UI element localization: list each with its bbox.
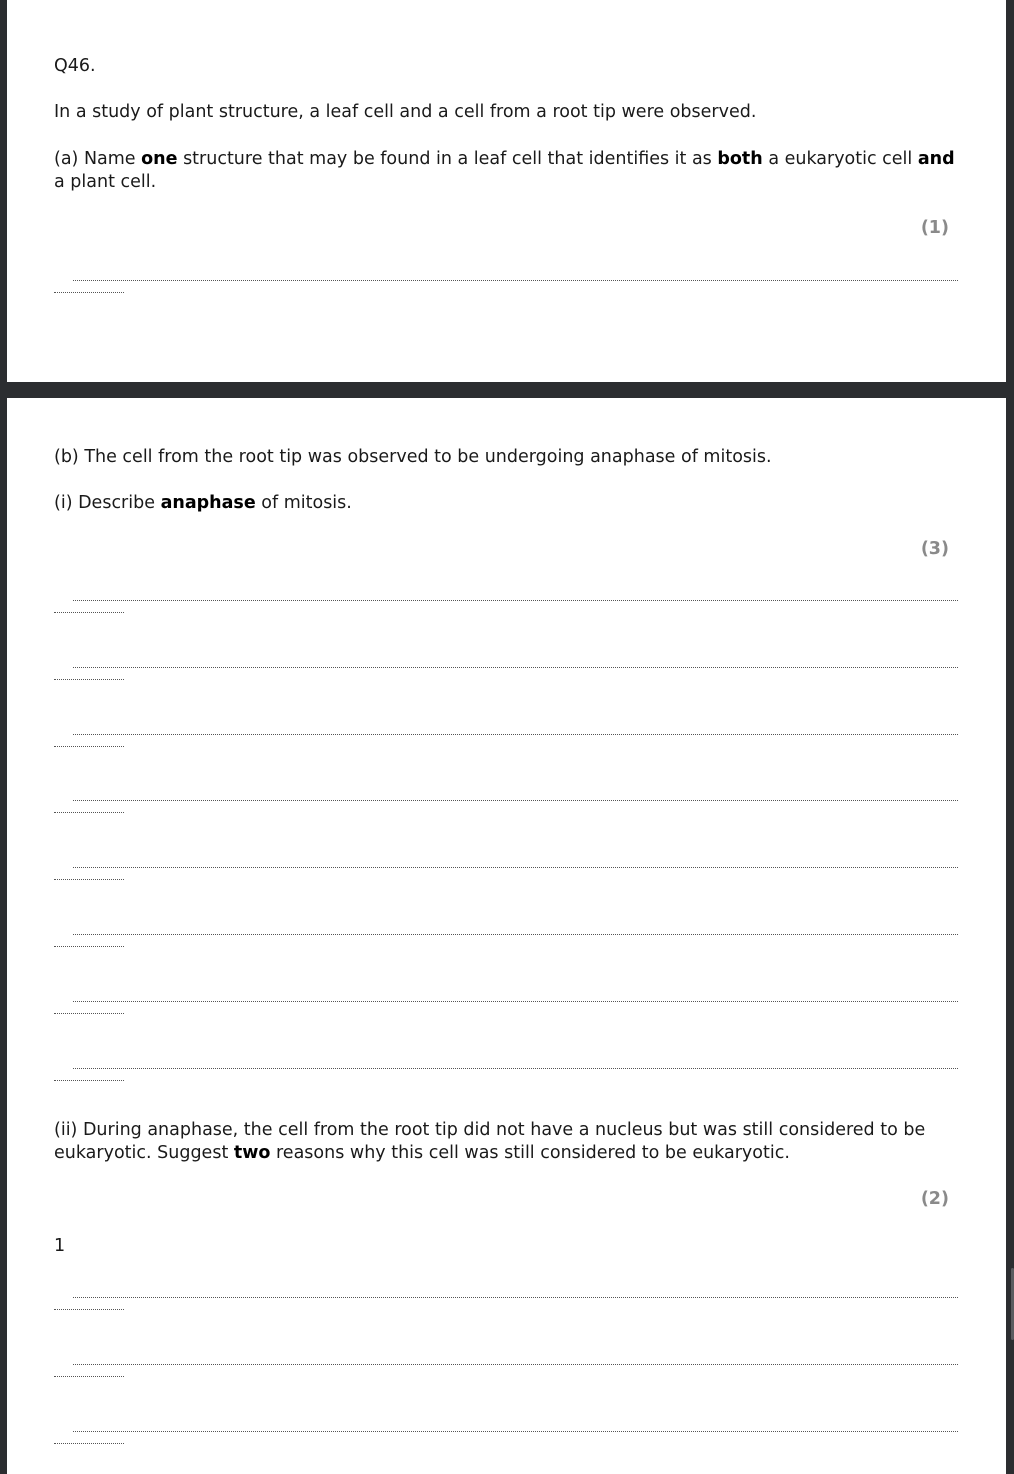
emphasis-anaphase: anaphase [160,493,256,513]
question-number: Q46. [54,56,96,76]
part-bi-answer-line-7[interactable] [54,1001,958,1015]
emphasis-one: one [141,149,178,169]
part-a-marks: (1) [920,218,949,238]
part-a-answer-line-1[interactable] [54,280,958,294]
part-bi-answer-line-2[interactable] [54,667,958,681]
question-intro: In a study of plant structure, a leaf cell and a cell from a root tip were observed. [54,102,757,122]
part-bi-answer-line-1[interactable] [54,600,958,614]
worksheet-page-1 [7,0,1006,382]
part-bi-answer-line-6[interactable] [54,934,958,948]
emphasis-both: both [717,149,763,169]
part-bii-marks: (2) [920,1189,949,1209]
part-bi-answer-line-5[interactable] [54,867,958,881]
answer-label-1: 1 [54,1236,66,1256]
part-b-question: (b) The cell from the root tip was observed to be undergoing anaphase of mitosis. [54,447,772,467]
emphasis-two: two [233,1143,271,1163]
part-bi-answer-line-4[interactable] [54,800,958,814]
part-bii-answer-line-1[interactable] [54,1297,958,1311]
part-bi-question: (i) Describe anaphase of mitosis. [54,493,352,513]
part-bii-answer-line-3[interactable] [54,1431,958,1445]
part-bii-question: (ii) During anaphase, the cell from the root tip did not have a nucleus but was still considered to be eukaryotic. Suggest two reasons why this cell was still considered to be eukaryotic. [54,1120,926,1163]
part-bi-answer-line-3[interactable] [54,734,958,748]
part-bi-answer-line-8[interactable] [54,1068,958,1082]
emphasis-and: and [917,149,955,169]
part-bi-marks: (3) [920,539,949,559]
part-bii-answer-line-2[interactable] [54,1364,958,1378]
worksheet-page-2 [7,398,1006,1474]
part-a-question: (a) Name one structure that may be found in a leaf cell that identifies it as both a eukaryotic cell and a plant cell. [54,149,955,192]
